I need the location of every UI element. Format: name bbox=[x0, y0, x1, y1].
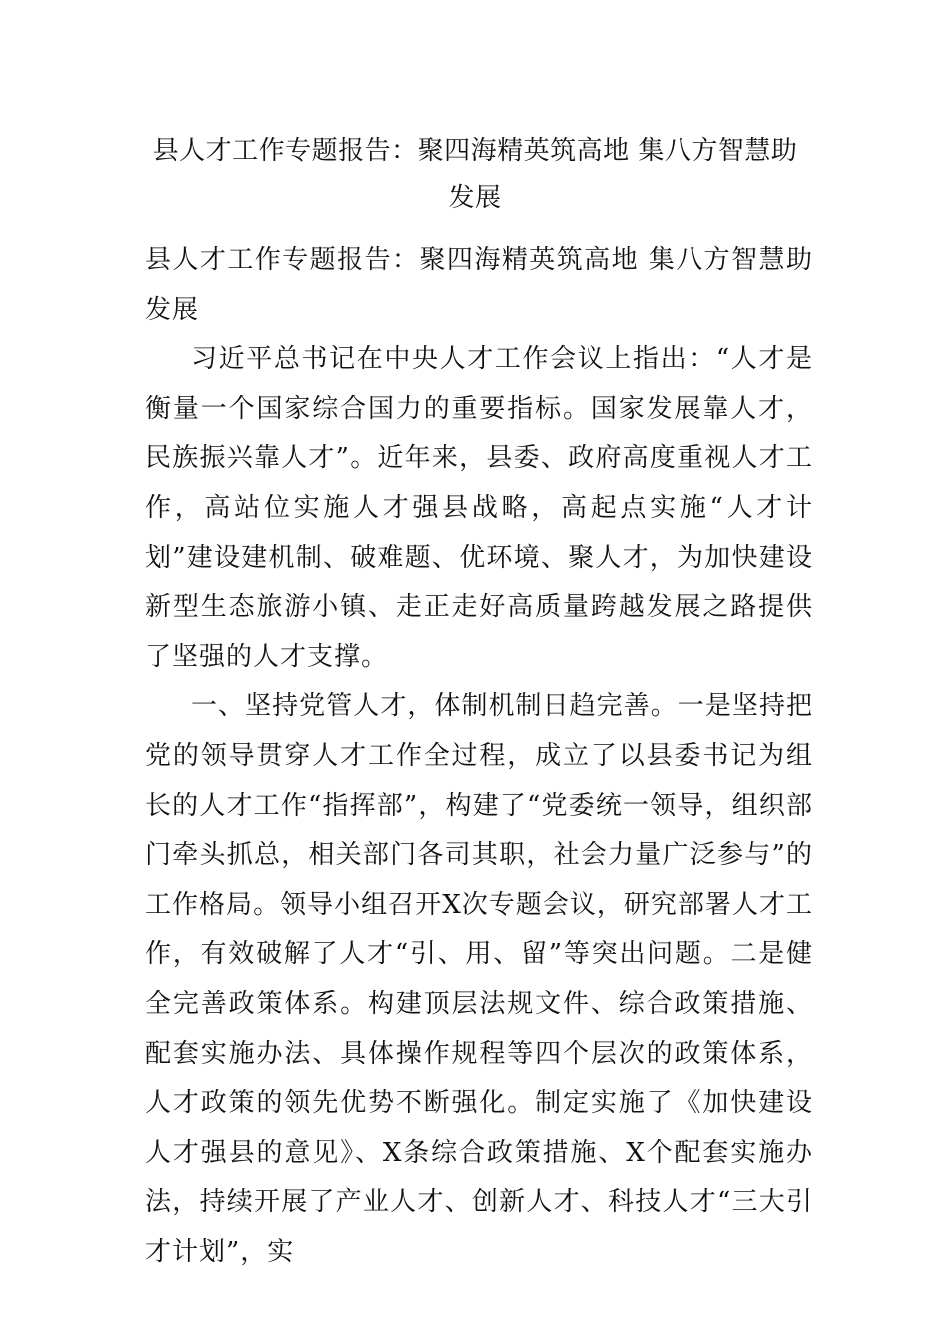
document-title: 县人才工作专题报告：聚四海精英筑高地 集八方智慧助发展 bbox=[152, 136, 798, 213]
paragraph-section-1: 一、坚持党管人才，体制机制日趋完善。一是坚持把党的领导贯穿人才工作全过程，成立了以县委书记为组长的人才工作“指挥部”，构建了“党委统一领导，组织部门牵头抓总，相关部门各司其职，社会力量广泛参与”的工作格局。领导小组召开X次专题会议，研究部署人才工作，有效破解了人才“引、用、留”等突出问题。二是健全完善政策体系。构建顶层法规文件、综合政策措施、配套实施办法、具体操作规程等四个层次的政策体系，人才政策的领先优势不断强化。制定实施了《加快建设人才强县的意见》、X条综合政策措施、X个配套实施办法，持续开展了产业人才、创新人才、科技人才“三大引才计划”，实 bbox=[145, 691, 813, 1267]
paragraph-intro: 习近平总书记在中央人才工作会议上指出：“人才是衡量一个国家综合国力的重要指标。国家发展靠人才，民族振兴靠人才”。近年来，县委、政府高度重视人才工作，高站位实施人才强县战略，高起点实施“人才计划”建设建机制、破难题、优环境、聚人才，为加快建设新型生态旅游小镇、走正走好高质量跨越发展之路提供了坚强的人才支撑。 bbox=[145, 344, 813, 672]
heading-repeat: 县人才工作专题报告：聚四海精英筑高地 集八方智慧助发展 bbox=[145, 245, 813, 325]
document-body bbox=[145, 236, 813, 1277]
